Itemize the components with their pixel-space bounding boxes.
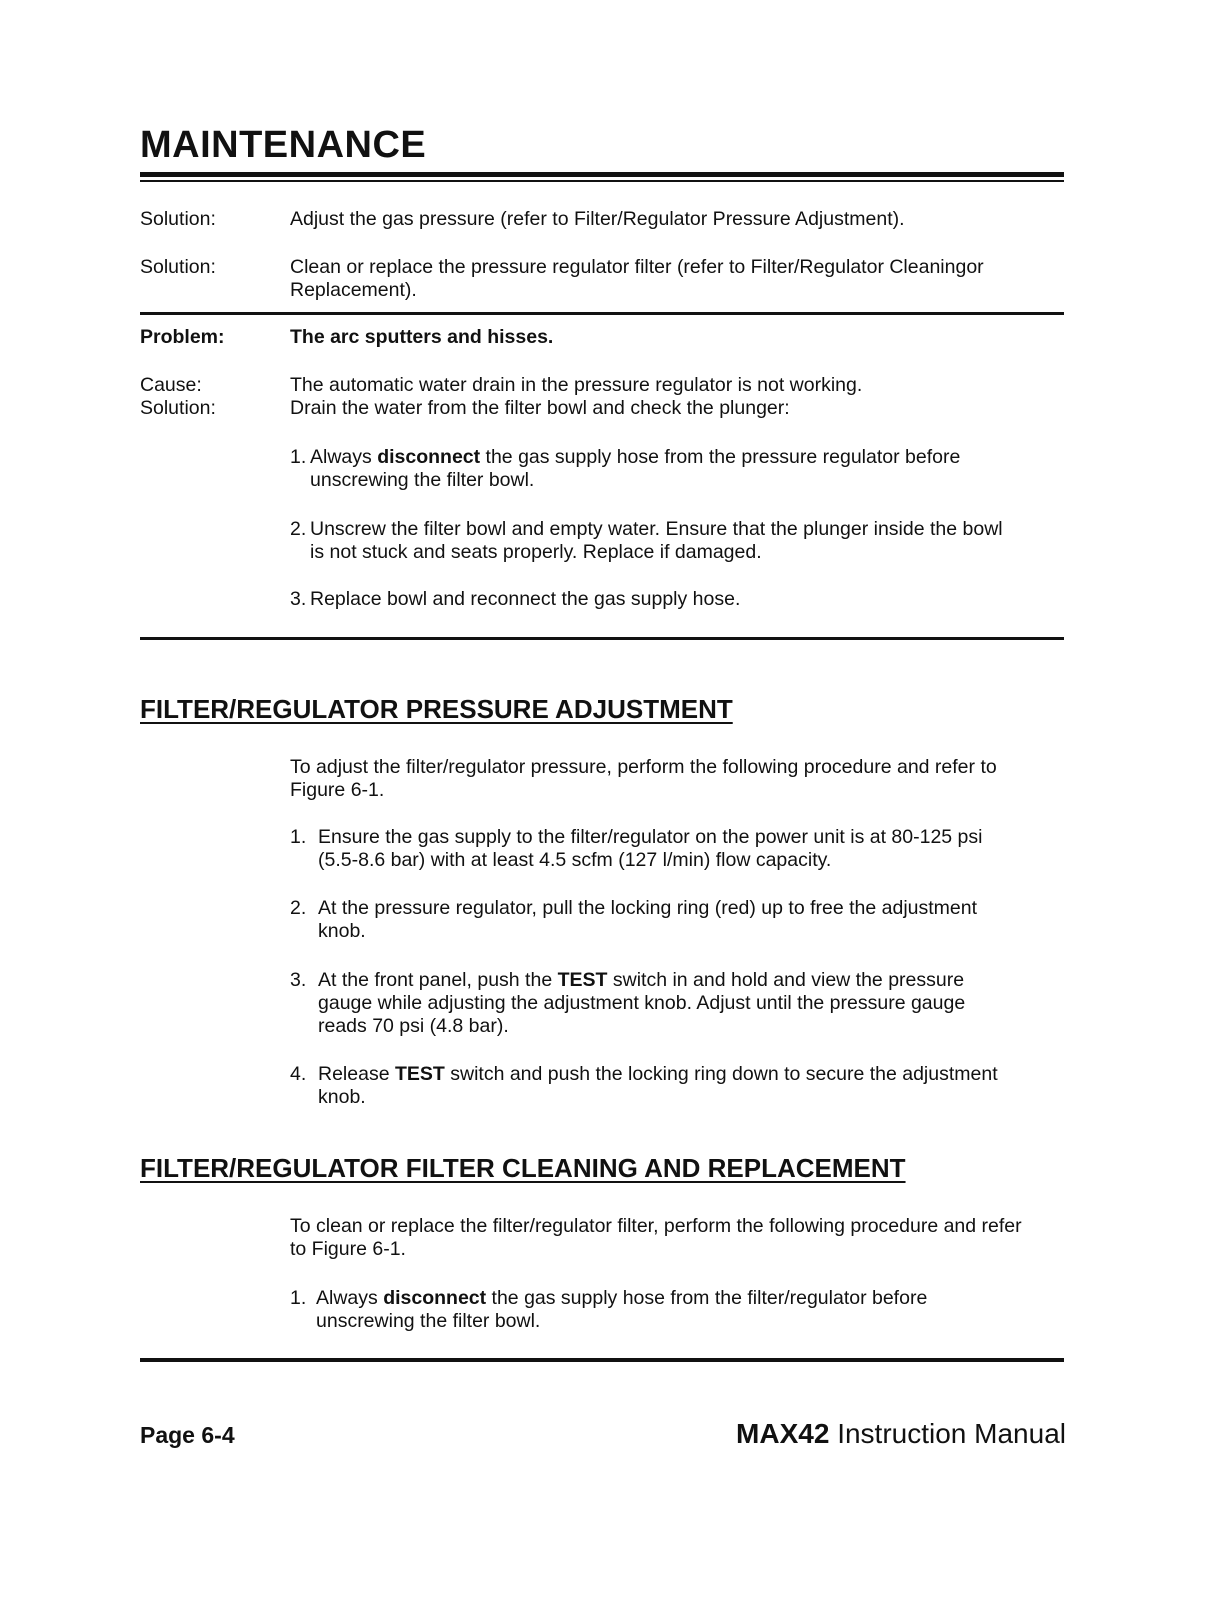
solution-text: Clean or replace the pressure regulator filter (refer to Filter/Regulator Cleaningor Replacement). (290, 256, 984, 301)
solution-label: Solution: (140, 256, 216, 278)
manual-title: MAX42 Instruction Manual (736, 1418, 1066, 1449)
title-rule-thick (140, 172, 1064, 177)
section-heading: FILTER/REGULATOR PRESSURE ADJUSTMENT (140, 694, 733, 724)
cause-label: Cause: (140, 374, 202, 396)
section-intro: To clean or replace the filter/regulator filter, perform the following procedure and refer to Figure 6-1. (290, 1215, 1022, 1260)
problem-text: The arc sputters and hisses. (290, 326, 554, 348)
solution-label: Solution: (140, 208, 216, 230)
title-rule-thin (140, 180, 1064, 182)
solution-text: Drain the water from the filter bowl and check the plunger: (290, 397, 790, 419)
solution-label: Solution: (140, 397, 216, 419)
section-heading: FILTER/REGULATOR FILTER CLEANING AND REPLACEMENT (140, 1153, 906, 1183)
list-item: 3. At the front panel, push the TEST switch in and hold and view the pressure gauge while adjusting the adjustment knob. Adjust until the pressure gauge reads 70 psi (4.8 bar). (290, 969, 966, 1037)
section-intro: To adjust the filter/regulator pressure, perform the following procedure and refer to Figure 6-1. (290, 756, 997, 801)
section-divider (140, 637, 1064, 640)
cause-text: The automatic water drain in the pressure regulator is not working. (290, 374, 863, 396)
list-item: 2. At the pressure regulator, pull the locking ring (red) up to free the adjustment knob. (290, 897, 978, 942)
page-number: Page 6-4 (140, 1422, 235, 1448)
problem-label: Problem: (140, 326, 225, 348)
list-item: 3. Replace bowl and reconnect the gas supply hose. (290, 588, 741, 610)
list-item: 2. Unscrew the filter bowl and empty water. Ensure that the plunger inside the bowl is not stuck and seats properly. Replace if damaged. (290, 518, 1003, 563)
solution-text: Adjust the gas pressure (refer to Filter/Regulator Pressure Adjustment). (290, 208, 905, 230)
list-item: 4. Release TEST switch and push the locking ring down to secure the adjustment knob. (290, 1063, 998, 1108)
section-divider (140, 312, 1064, 315)
page-title: MAINTENANCE (140, 124, 427, 166)
footer-rule (140, 1358, 1064, 1362)
list-item: 1. Always disconnect the gas supply hose from the pressure regulator before unscrewing the filter bowl. (290, 446, 961, 491)
list-item: 1. Always disconnect the gas supply hose from the filter/regulator before unscrewing the filter bowl. (290, 1287, 928, 1332)
list-item: 1. Ensure the gas supply to the filter/regulator on the power unit is at 80-125 psi (5.5-8.6 bar) with at least 4.5 scfm (127 l/min) flow capacity. (290, 826, 983, 871)
